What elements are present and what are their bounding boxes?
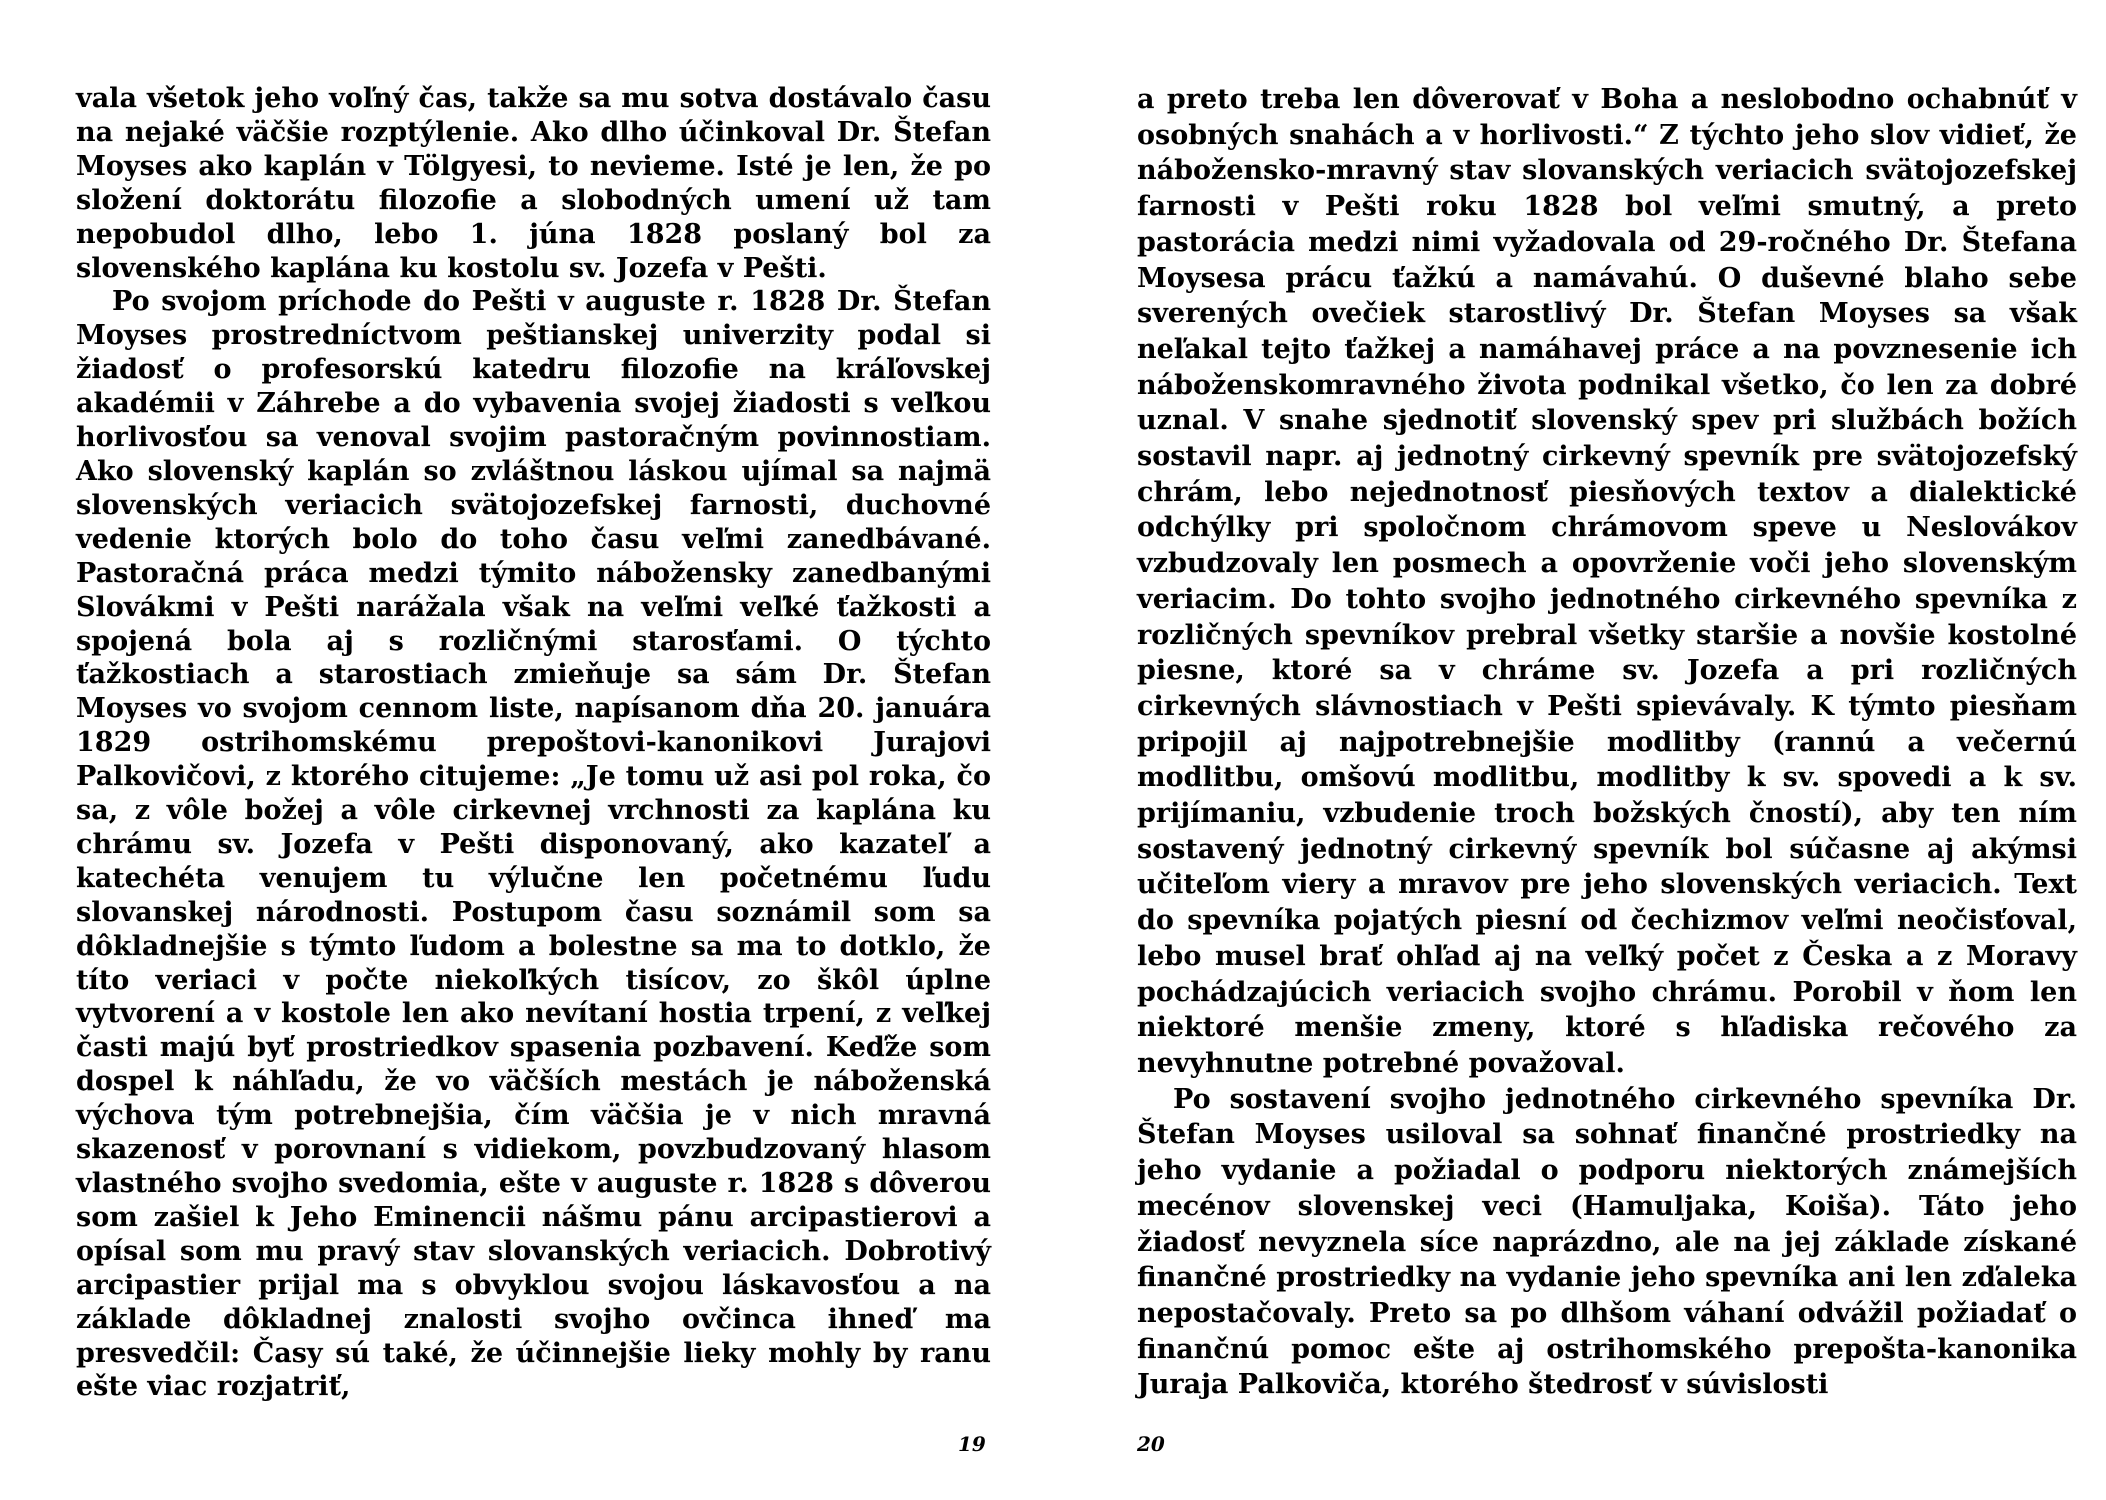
right-paragraph-1: a preto treba len dôverovať v Boha a neslobodno ochabnúť v osobných snahách a v horlivosti.“ Z týchto jeho slov vidieť, že nábožensko-mravný stav slovanských veriacich svätojozefskej farnosti v Pešti roku 1828 bol veľmi smutný, a preto pastorácia medzi nimi vyžadovala od 29-ročného Dr. Štefana Moysesa prácu ťažkú a namávahú. O duševné blaho sebe sverených ovečiek starostlivý Dr. Štefan Moyses sa však neľakal tejto ťažkej a namáhavej práce a na povznesenie ich náboženskomravného života podnikal všetko, čo len za dobré uznal. V snahe sjednotiť slovenský spev pri službách božích sostavil napr. aj jednotný cirkevný spevník pre svätojozefský chrám, lebo nejednotnosť piesňových textov a dialektické odchýlky pri spoločnom chrámovom speve u Neslovákov vzbudzovaly len posmech a opovrženie voči jeho slovenským veriacim. Do tohto svojho jednotného cirkevného spevníka z rozličných spevníkov prebral všetky staršie a novšie kostolné piesne, ktoré sa v chráme sv. Jozefa a pri rozličných cirkevných slávnostiach v Pešti spievávaly. K týmto piesňam pripojil aj najpotrebnejšie modlitby (rannú a večernú modlitbu, omšovú modlitbu, modlitby k sv. spovedi a k sv. prijímaniu, vzbudenie troch božských čností), aby ten ním sostavený jednotný cirkevný spevník bol súčasne aj akýmsi učiteľom viery a mravov pre jeho slovenských veriacich. Text do spevníka pojatých piesní od čechizmov veľmi neočisťoval, lebo musel brať ohľad aj na veľký počet z Česka a z Moravy pochádzajúcich veriacich svojho chrámu. Porobil v ňom len niektoré menšie zmeny, ktoré s hľadiska rečového za nevyhnutne potrebné považoval. (1137, 84, 2077, 1079)
left-paragraph-2: Po svojom príchode do Pešti v auguste r. 1828 Dr. Štefan Moyses prostredníctvom peštianskej univerzity podal si žiadosť o profesorskú katedru filozofie na kráľovskej akadémii v Záhrebe a do vybavenia svojej žiadosti s veľkou horlivosťou sa venoval svojim pastoračným povinnostiam. Ako slovenský kaplán so zvláštnou láskou ujímal sa najmä slovenských veriacich svätojozefskej farnosti, duchovné vedenie ktorých bolo do toho času veľmi zanedbávané. Pastoračná práca medzi týmito nábožensky zanedbanými Slovákmi v Pešti narážala však na veľmi veľké ťažkosti a spojená bola aj s rozličnými starosťami. O týchto ťažkostiach a starostiach zmieňuje sa sám Dr. Štefan Moyses vo svojom cennom liste, napísanom dňa 20. januára 1829 ostrihomskému prepoštovi-kanonikovi Jurajovi Palkovičovi, z ktorého citujeme: „Je tomu už asi pol roka, čo sa, z vôle božej a vôle cirkevnej vrchnosti za kaplána ku chrámu sv. Jozefa v Pešti disponovaný, ako kazateľ a katechéta venujem tu výlučne len početnému ľudu slovanskej národnosti. Postupom času soznámil som sa dôkladnejšie s týmto ľudom a bolestne sa ma to dotklo, že títo veriaci v počte niekoľkých tisícov, zo škôl úplne vytvorení a v kostole len ako nevítaní hostia trpení, z veľkej časti majú byť prostriedkov spasenia pozbavení. Keďže som dospel k náhľadu, že vo väčších mestách je náboženská výchova tým potrebnejšia, čím väčšia je v nich mravná skazenosť v porovnaní s vidiekom, povzbudzovaný hlasom vlastného svojho svedomia, ešte v auguste r. 1828 s dôverou som zašiel k Jeho Eminencii nášmu pánu arcipastierovi a opísal som mu pravý stav slovanských veriacich. Dobrotivý arcipastier prijal ma s obvyklou svojou láskavosťou a na základe dôkladnej znalosti svojho ovčinca ihneď ma presvedčil: Časy sú také, že účinnejšie lieky mohly by ranu ešte viac rozjatriť, (76, 286, 991, 1403)
page-number: 19 (958, 1432, 986, 1456)
left-page-text-column (76, 82, 991, 1404)
right-page (1053, 0, 2106, 1500)
page-number: 20 (1137, 1432, 1165, 1456)
right-paragraph-2: Po sostavení svojho jednotného cirkevného spevníka Dr. Štefan Moyses usiloval sa sohnať finančné prostriedky na jeho vydanie a požiadal o podporu niektorých známejších mecénov slovenskej veci (Hamuljaka, Koiša). Táto jeho žiadosť nevyznela síce naprázdno, ale na jej základe získané finančné prostriedky na vydanie jeho spevníka ani len zďaleka nepostačovaly. Preto sa po dlhšom váhaní odvážil požiadať o finančnú pomoc ešte aj ostrihomského prepošta-kanonika Juraja Palkoviča, ktorého štedrosť v súvislosti (1137, 1083, 2077, 1401)
right-page-text-column (1137, 82, 2077, 1403)
left-paragraph-1: vala všetok jeho voľný čas, takže sa mu sotva dostávalo času na nejaké väčšie rozptýlenie. Ako dlho účinkoval Dr. Štefan Moyses ako kaplán v Tölgyesi, to nevieme. Isté je len, že po složení doktorátu filozofie a slobodných umení už tam nepobudol dlho, lebo 1. júna 1828 poslaný bol za slovenského kaplána ku kostolu sv. Jozefa v Pešti. (76, 83, 991, 284)
